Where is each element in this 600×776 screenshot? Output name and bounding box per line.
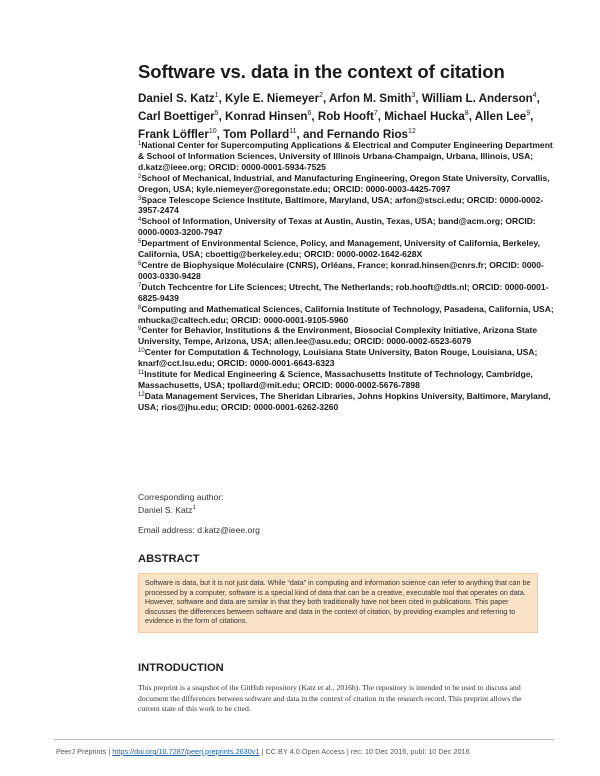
footer-divider — [54, 739, 554, 740]
affiliation-item: $^{12}$Data Management Services, The Sheridan Libraries, Johns Hopkins University, Baltimore, Maryland, USA; rios@jhu.edu; ORCID: 0000-0001-6262-3260 — [138, 390, 551, 412]
author-name: Fernando Rios$^{12}$ — [326, 127, 416, 141]
author-name: Kyle E. Niemeyer$^2$ — [225, 91, 324, 105]
abstract-heading: ABSTRACT — [138, 553, 200, 565]
author-name: Arfon M. Smith$^3$ — [329, 91, 416, 105]
affiliation-item: $^2$School of Mechanical, Industrial, and Manufacturing Engineering, Oregon State University, Corvallis, Oregon, USA; kyle.niemeyer@oregonstate.edu; ORCID: 0000-0003-4425-7097 — [138, 172, 550, 194]
author-name: Rob Hooft$^7$ — [317, 109, 378, 123]
author-list: Daniel S. Katz$^1$, Kyle E. Niemeyer$^2$, Arfon M. Smith$^3$, William L. Anderson$^4$, Carl Boettiger$^5$, Konrad Hinsen$^6$, Rob Hooft$^7$, Michael Hucka$^8$, Allen Lee$^9$, Frank Löffler$^{10}$, Tom Pollard$^{11}$, and Fernando Rios$^{12}$ — [138, 91, 540, 141]
affiliation-item: $^9$Center for Behavior, Institutions & the Environment, Biosocial Complexity Initiative, Arizona State University, Tempe, Arizona, USA; allen.lee@asu.edu; ORCID: 0000-0002-6523-6079 — [138, 325, 538, 347]
author-name: Frank Löffler$^{10}$ — [138, 127, 217, 141]
affiliation-item: $^3$Space Telescope Science Institute, Baltimore, Maryland, USA; arfon@stsci.edu; ORCID: 0000-0002-3957-2474 — [138, 194, 544, 216]
affiliation-item: $^7$Dutch Techcentre for Life Sciences; Utrecht, The Netherlands; rob.hooft@dtls.nl; ORCID: 0000-0001-6825-9439 — [138, 281, 549, 303]
doi-link[interactable]: https://doi.org/10.7287/peerj.preprints.2630v1 — [112, 747, 260, 756]
introduction-heading: INTRODUCTION — [138, 662, 224, 674]
corresponding-name: Daniel S. Katz$^1$ — [138, 504, 196, 515]
affiliation-item: $^8$Computing and Mathematical Sciences, California Institute of Technology, Pasadena, California, USA; mhucka@caltech.edu; ORCID: 0000-0001-9105-5960 — [138, 303, 554, 325]
author-name: Carl Boettiger$^5$ — [138, 109, 219, 123]
introduction-text: This preprint is a snapshot of the GitHub repository (Katz et al., 2016b). The repository is intended to be used to discuss and document the differences between software and data in the context of citation in the research record. This preprint allows the current state of this work to be cited. — [138, 683, 522, 714]
footer-license: | CC BY 4.0 Open Access | rec: 10 Dec 2016, publ: 10 Dec 2016 — [259, 747, 470, 756]
affiliation-item: $^{11}$Institute for Medical Engineering & Science, Massachusetts Institute of Technology, Cambridge, Massachusetts, USA; tpollard@mit.edu; ORCID: 0000-0002-5676-7898 — [138, 369, 533, 390]
affiliation-item: $^5$Department of Environmental Science, Policy, and Management, University of California, Berkeley, California, USA; cboettig@berkeley.edu; ORCID: 0000-0002-1642-628X — [138, 238, 540, 260]
email-link[interactable]: d.katz@ieee.org — [197, 525, 260, 535]
corresponding-author — [138, 492, 558, 516]
affiliation-item: $^1$National Center for Supercomputing Applications & Electrical and Computer Engineering Department & School of Information Sciences, University of Illinois Urbana-Champaign, Urbana, Illinois, USA; d.katz@ieee.org; ORCID: 0000-0001-5934-7525 — [138, 140, 553, 172]
corresponding-label: Corresponding author: — [138, 492, 224, 502]
author-name: Tom Pollard$^{11}$ — [223, 127, 297, 141]
abstract-box: Software is data, but it is not just data. While “data” in computing and information science can refer to anything that can be processed by a computer, software is a special kind of data that can be a creative, executable tool that operates on data. However, software and data are similar in that they both traditionally have not been cited in publications. This paper discusses the differences between software and data in the context of citation, by providing examples and referring to evidence in the form of citations. — [138, 573, 538, 633]
corresponding-email: Email address: d.katz@ieee.org — [138, 525, 260, 535]
author-name: Allen Lee$^9$ — [474, 109, 531, 123]
affiliation-item: $^4$School of Information, University of Texas at Austin, Austin, Texas, USA; band@acm.org; ORCID: 0000-0003-3200-7947 — [138, 216, 536, 238]
author-name: Michael Hucka$^8$ — [384, 109, 469, 123]
author-name: William L. Anderson$^4$ — [421, 91, 537, 105]
author-name: Daniel S. Katz$^1$ — [138, 91, 219, 105]
footer: PeerJ Preprints | https://doi.org/10.7287/peerj.preprints.2630v1 | CC BY 4.0 Open Access | rec: 10 Dec 2016, publ: 10 Dec 2016 — [56, 747, 470, 756]
affiliation-item: $^{10}$Center for Computation & Technology, Louisiana State University, Baton Rouge, Louisiana, USA; knarf@cct.lsu.edu; ORCID: 0000-0001-6643-6323 — [138, 347, 538, 369]
author-name: Konrad Hinsen$^6$ — [225, 109, 312, 123]
footer-publisher: PeerJ Preprints — [56, 747, 107, 756]
paper-title: Software vs. data in the context of citation — [138, 61, 505, 82]
affiliation-item: $^6$Centre de Biophysique Moléculaire (CNRS), Orléans, France; konrad.hinsen@cnrs.fr; ORCID: 0000-0003-0330-9428 — [138, 259, 544, 281]
affiliation-list — [138, 140, 558, 413]
